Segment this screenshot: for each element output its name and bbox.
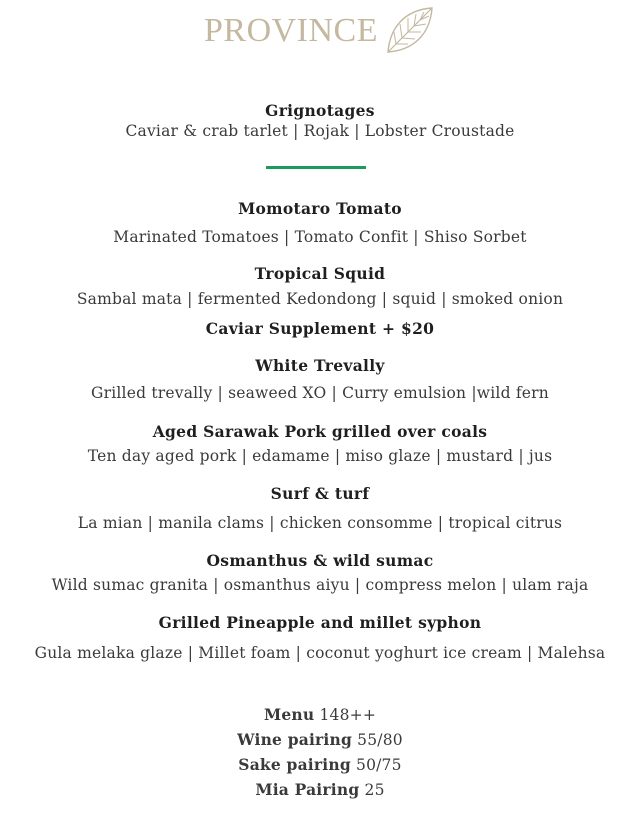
leaf-icon xyxy=(382,4,436,58)
course-desc-squid: Sambal mata | fermented Kedondong | squid | smoked onion xyxy=(76,290,564,308)
price-value: 148++ xyxy=(319,706,377,724)
course-desc-surf-turf: La mian | manila clams | chicken consomme | tropical citrus xyxy=(77,514,563,532)
course-desc-trevally: Grilled trevally | seaweed XO | Curry emulsion |wild fern xyxy=(91,384,549,402)
course-title-pork: Aged Sarawak Pork grilled over coals xyxy=(152,422,488,441)
section-divider xyxy=(266,166,366,169)
price-value: 25 xyxy=(364,781,385,799)
caviar-supplement: Caviar Supplement + $20 xyxy=(205,319,435,338)
grignotages-title: Grignotages xyxy=(265,101,375,120)
header xyxy=(0,2,640,60)
price-label: Wine pairing xyxy=(237,730,353,749)
course-title-pineapple: Grilled Pineapple and millet syphon xyxy=(158,613,482,632)
price-label: Sake pairing xyxy=(238,755,351,774)
brand-logo-text: PROVINCE xyxy=(203,12,379,49)
price-row-mia xyxy=(0,780,640,799)
course-desc-osmanthus: Wild sumac granita | osmanthus aiyu | compress melon | ulam raja xyxy=(51,576,589,594)
course-title-osmanthus: Osmanthus & wild sumac xyxy=(206,551,434,570)
course-desc-pineapple: Gula melaka glaze | Millet foam | coconut yoghurt ice cream | Malehsa xyxy=(34,644,606,662)
course-desc-momotaro: Marinated Tomatoes | Tomato Confit | Shiso Sorbet xyxy=(113,228,527,246)
grignotages-desc: Caviar & crab tarlet | Rojak | Lobster Croustade xyxy=(125,122,515,140)
price-label: Menu xyxy=(263,705,315,724)
price-row-sake xyxy=(0,755,640,774)
price-value: 50/75 xyxy=(356,756,402,774)
course-title-squid: Tropical Squid xyxy=(254,264,386,283)
price-label: Mia Pairing xyxy=(255,780,360,799)
course-desc-pork: Ten day aged pork | edamame | miso glaze | mustard | jus xyxy=(87,447,553,465)
price-row-wine xyxy=(0,730,640,749)
course-title-momotaro: Momotaro Tomato xyxy=(238,199,402,218)
course-title-trevally: White Trevally xyxy=(255,356,385,375)
course-title-surf-turf: Surf & turf xyxy=(270,484,370,503)
price-value: 55/80 xyxy=(357,731,403,749)
price-row-menu xyxy=(0,705,640,724)
